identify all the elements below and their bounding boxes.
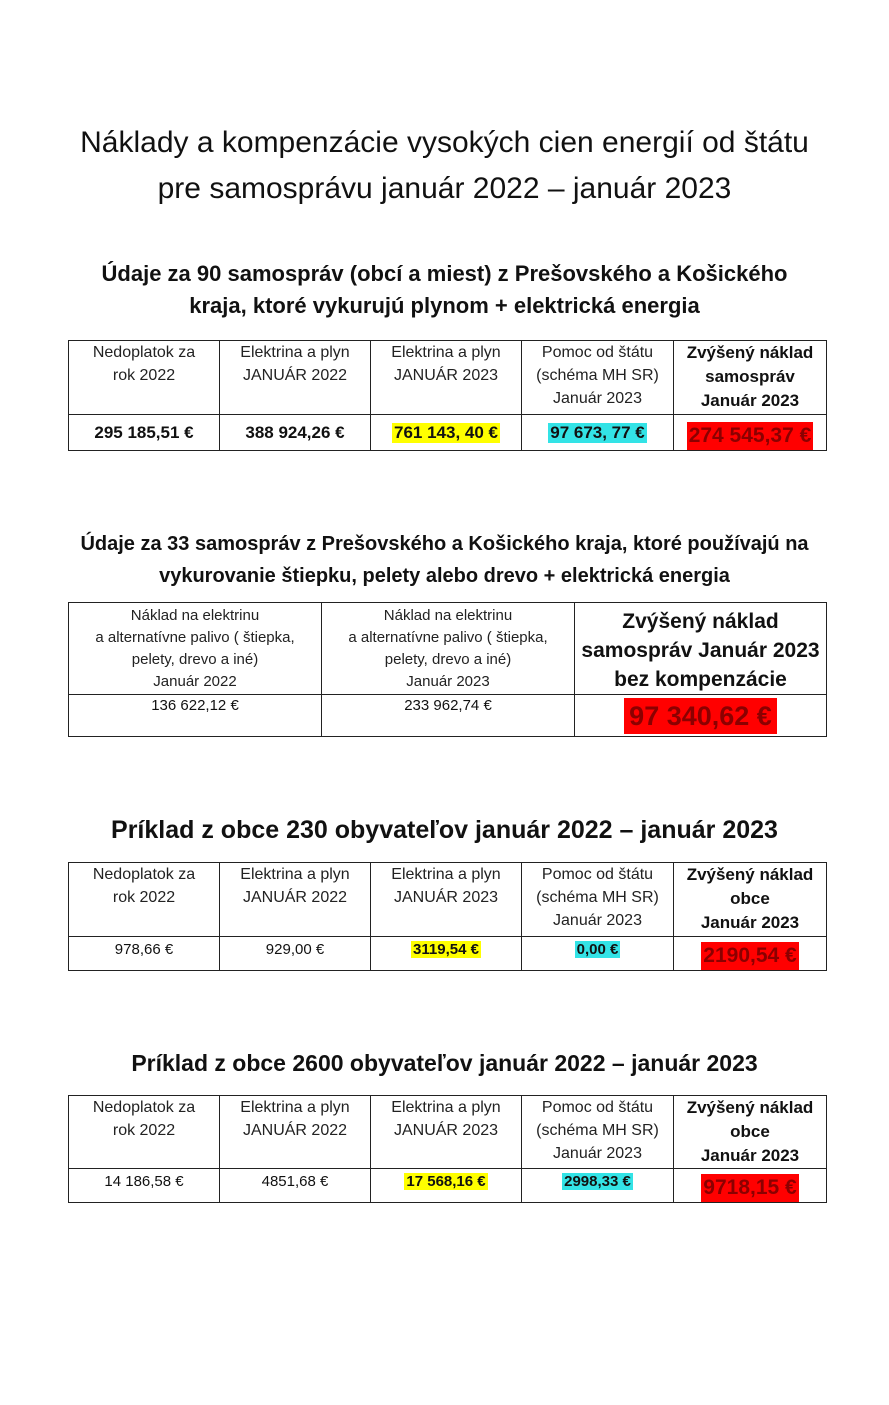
section2-heading-line-2: vykurovanie štiepku, pelety alebo drevo + elektrická energia xyxy=(159,565,730,587)
header-cell-overpayment: Nedoplatok za rok 2022 xyxy=(69,863,220,937)
header-cell-overpayment: Nedoplatok za rok 2022 xyxy=(69,1096,220,1169)
value-jan-2023: 3119,54 € xyxy=(413,941,479,958)
document-title-line-2: pre samosprávu január 2022 – január 2023 xyxy=(157,172,732,205)
value-increased-cost-cell xyxy=(674,937,827,971)
value-increased-cost-cell xyxy=(674,415,827,451)
section4-heading: Príklad z obce 2600 obyvateľov január 2022 – január 2023 xyxy=(131,1050,758,1076)
value-jan-2023-cell xyxy=(371,415,522,451)
document-title xyxy=(0,120,889,212)
section1-heading xyxy=(30,258,859,322)
table-row xyxy=(69,1169,827,1203)
header-cell-jan-2022: Elektrina a plyn JANUÁR 2022 xyxy=(220,1096,371,1169)
value-cost-2023: 233 962,74 € xyxy=(322,695,575,737)
value-increased-cost: 97 340,62 € xyxy=(624,698,777,734)
table-row xyxy=(69,937,827,971)
value-jan-2022: 388 924,26 € xyxy=(220,415,371,451)
table-row xyxy=(69,415,827,451)
value-jan-2023-cell xyxy=(371,1169,522,1203)
document-title-line-1: Náklady a kompenzácie vysokých cien energií od štátu xyxy=(80,126,809,159)
value-overpayment: 14 186,58 € xyxy=(69,1169,220,1203)
value-state-aid: 0,00 € xyxy=(576,941,619,958)
table-header-row xyxy=(69,603,827,695)
value-increased-cost: 9718,15 € xyxy=(701,1174,798,1202)
header-cell-jan-2022: Elektrina a plyn JANUÁR 2022 xyxy=(220,341,371,415)
value-increased-cost-cell xyxy=(674,1169,827,1203)
section4-table xyxy=(68,1095,827,1203)
value-increased-cost: 274 545,37 € xyxy=(687,422,814,450)
header-cell-jan-2023: Elektrina a plyn JANUÁR 2023 xyxy=(371,341,522,415)
value-state-aid-cell xyxy=(522,937,674,971)
header-cell-state-aid: Pomoc od štátu (schéma MH SR) Január 2023 xyxy=(522,341,674,415)
section3-heading: Príklad z obce 230 obyvateľov január 2022 – január 2023 xyxy=(111,816,778,844)
value-jan-2023: 17 568,16 € xyxy=(406,1173,486,1190)
header-cell-jan-2023: Elektrina a plyn JANUÁR 2023 xyxy=(371,1096,522,1169)
header-cell-cost-2022: Náklad na elektrinu a alternatívne palivo ( štiepka, pelety, drevo a iné) Január 2022 xyxy=(69,603,322,695)
section2-table xyxy=(68,602,827,737)
header-cell-increased-cost: Zvýšený náklad obce Január 2023 xyxy=(674,863,827,937)
table-header-row xyxy=(69,1096,827,1169)
value-state-aid-cell xyxy=(522,1169,674,1203)
section1-heading-line-2: kraja, ktoré vykurujú plynom + elektrická energia xyxy=(189,293,700,318)
value-state-aid: 97 673, 77 € xyxy=(550,422,645,442)
header-cell-state-aid: Pomoc od štátu (schéma MH SR) Január 2023 xyxy=(522,1096,674,1169)
header-cell-increased-cost: Zvýšený náklad obce Január 2023 xyxy=(674,1096,827,1169)
header-cell-increased-cost: Zvýšený náklad samospráv Január 2023 xyxy=(674,341,827,415)
value-overpayment: 978,66 € xyxy=(69,937,220,971)
value-jan-2023-cell xyxy=(371,937,522,971)
value-overpayment: 295 185,51 € xyxy=(69,415,220,451)
value-increased-cost: 2190,54 € xyxy=(701,942,798,970)
value-jan-2023: 761 143, 40 € xyxy=(394,422,498,442)
header-cell-jan-2022: Elektrina a plyn JANUÁR 2022 xyxy=(220,863,371,937)
header-cell-jan-2023: Elektrina a plyn JANUÁR 2023 xyxy=(371,863,522,937)
table-row xyxy=(69,695,827,737)
header-cell-overpayment: Nedoplatok za rok 2022 xyxy=(69,341,220,415)
section1-heading-line-1: Údaje za 90 samospráv (obcí a miest) z Prešovského a Košického xyxy=(101,261,788,286)
value-cost-2022: 136 622,12 € xyxy=(69,695,322,737)
value-increased-cost-cell xyxy=(575,695,827,737)
header-cell-state-aid: Pomoc od štátu (schéma MH SR) Január 2023 xyxy=(522,863,674,937)
value-state-aid: 2998,33 € xyxy=(564,1173,631,1190)
value-state-aid-cell xyxy=(522,415,674,451)
section3-table xyxy=(68,862,827,971)
section2-heading-line-1: Údaje za 33 samospráv z Prešovského a Košického kraja, ktoré používajú na xyxy=(80,533,809,555)
header-cell-increased-cost: Zvýšený náklad samospráv Január 2023 bez kompenzácie xyxy=(575,603,827,695)
table-header-row xyxy=(69,341,827,415)
value-jan-2022: 4851,68 € xyxy=(220,1169,371,1203)
value-jan-2022: 929,00 € xyxy=(220,937,371,971)
table-header-row xyxy=(69,863,827,937)
section1-table xyxy=(68,340,827,451)
header-cell-cost-2023: Náklad na elektrinu a alternatívne palivo ( štiepka, pelety, drevo a iné) Január 2023 xyxy=(322,603,575,695)
section2-heading xyxy=(30,528,859,592)
